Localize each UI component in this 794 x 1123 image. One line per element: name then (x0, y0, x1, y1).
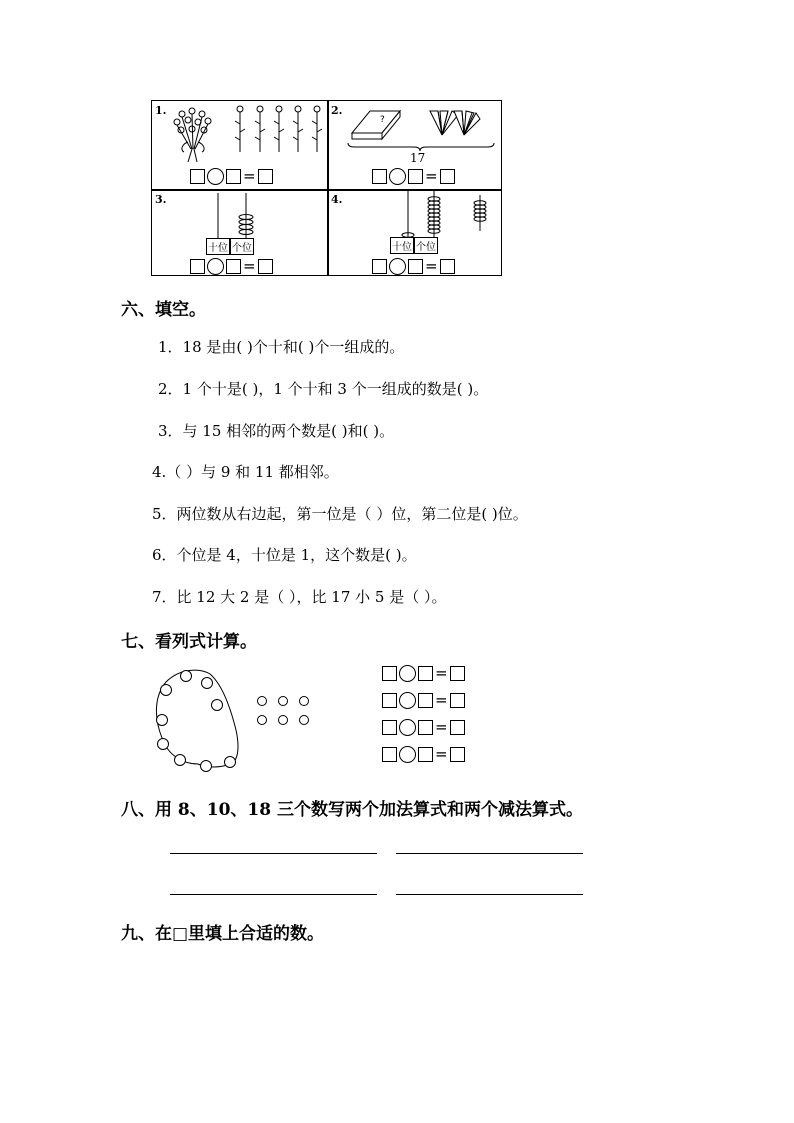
answer-box[interactable] (382, 666, 397, 681)
operator-circle[interactable] (389, 168, 406, 185)
operator-circle[interactable] (207, 168, 224, 185)
section-9-title: 九、在□里填上合适的数。 (121, 924, 325, 944)
section-8-title: 八、用 8、10、18 三个数写两个加法算式和两个减法算式。 (121, 800, 583, 820)
answer-box[interactable] (418, 747, 433, 762)
equals-sign: = (425, 257, 438, 275)
answer-box[interactable] (382, 693, 397, 708)
figure-cell-2 (328, 101, 503, 189)
equals-sign: = (435, 664, 448, 682)
section-6-title: 六、填空。 (121, 300, 206, 320)
answer-box[interactable] (382, 720, 397, 735)
answer-box[interactable] (408, 169, 423, 184)
equation-blanks (190, 257, 273, 275)
answer-box[interactable] (408, 259, 423, 274)
tens-label: 十位 (206, 238, 230, 255)
answer-line[interactable] (396, 853, 583, 854)
abacus-illustration (206, 193, 266, 241)
operator-circle[interactable] (207, 258, 224, 275)
equals-sign: = (243, 257, 256, 275)
answer-box[interactable] (258, 169, 273, 184)
cell-number: 1. (155, 104, 167, 117)
answer-box[interactable] (450, 720, 465, 735)
answer-box[interactable] (450, 747, 465, 762)
flower-bouquet-and-stems-illustration (164, 104, 324, 166)
answer-box[interactable] (190, 259, 205, 274)
ones-label: 个位 (414, 237, 438, 254)
answer-box[interactable] (440, 259, 455, 274)
fill-blank-item-4: 4.（ ）与 9 和 11 都相邻。 (152, 463, 339, 481)
operator-circle[interactable] (399, 665, 416, 682)
question-mark: ? (380, 115, 385, 125)
answer-line[interactable] (170, 853, 377, 854)
circles-counting-illustration (150, 668, 320, 776)
answer-line[interactable] (396, 894, 583, 895)
figure-cell-4 (328, 190, 503, 278)
cell-number: 2. (331, 104, 343, 117)
operator-circle[interactable] (399, 692, 416, 709)
equation-row (382, 745, 465, 763)
equation-row (382, 718, 465, 736)
equals-sign: = (435, 745, 448, 763)
cell-number: 4. (331, 193, 343, 206)
equals-sign: = (243, 167, 256, 185)
fill-blank-item-5: 5．两位数从右边起，第一位是（ ）位，第二位是( )位。 (152, 505, 528, 523)
cell-number: 3. (155, 193, 167, 206)
ones-label: 个位 (230, 238, 254, 255)
answer-box[interactable] (226, 259, 241, 274)
equals-sign: = (435, 718, 448, 736)
equals-sign: = (425, 167, 438, 185)
answer-box[interactable] (258, 259, 273, 274)
box-and-fans-illustration (338, 103, 498, 153)
equation-row (382, 691, 465, 709)
answer-line[interactable] (170, 894, 377, 895)
figure-cell-3 (152, 190, 327, 278)
section-7-title: 七、看列式计算。 (121, 632, 257, 652)
fill-blank-item-7: 7．比 12 大 2 是（ ），比 17 小 5 是（ ）。 (152, 588, 447, 606)
operator-circle[interactable] (389, 258, 406, 275)
figure-grid (151, 100, 502, 276)
answer-box[interactable] (372, 169, 387, 184)
fill-blank-item-6: 6．个位是 4，十位是 1，这个数是( )。 (152, 546, 417, 564)
fill-blank-item-3: 3．与 15 相邻的两个数是( )和( )。 (158, 422, 395, 440)
answer-box[interactable] (226, 169, 241, 184)
answer-box[interactable] (418, 720, 433, 735)
operator-circle[interactable] (399, 719, 416, 736)
answer-box[interactable] (450, 693, 465, 708)
answer-box[interactable] (440, 169, 455, 184)
answer-box[interactable] (418, 693, 433, 708)
equation-blanks-list (382, 664, 465, 763)
answer-box[interactable] (418, 666, 433, 681)
place-value-labels (390, 237, 438, 254)
equation-blanks (372, 257, 455, 275)
equation-blanks (372, 167, 455, 185)
place-value-labels (206, 238, 254, 255)
answer-box[interactable] (450, 666, 465, 681)
operator-circle[interactable] (399, 746, 416, 763)
equation-row (382, 664, 465, 682)
equals-sign: = (435, 691, 448, 709)
abacus-illustration (390, 191, 500, 241)
fill-blank-item-1: 1．18 是由( )个十和( )个一组成的。 (158, 338, 405, 356)
equation-blanks (190, 167, 273, 185)
answer-box[interactable] (190, 169, 205, 184)
fill-blank-item-2: 2．1 个十是( )，1 个十和 3 个一组成的数是( )。 (158, 380, 489, 398)
figure-cell-1 (152, 101, 327, 189)
tens-label: 十位 (390, 237, 414, 254)
total-label: 17 (410, 151, 426, 165)
answer-box[interactable] (372, 259, 387, 274)
answer-box[interactable] (382, 747, 397, 762)
